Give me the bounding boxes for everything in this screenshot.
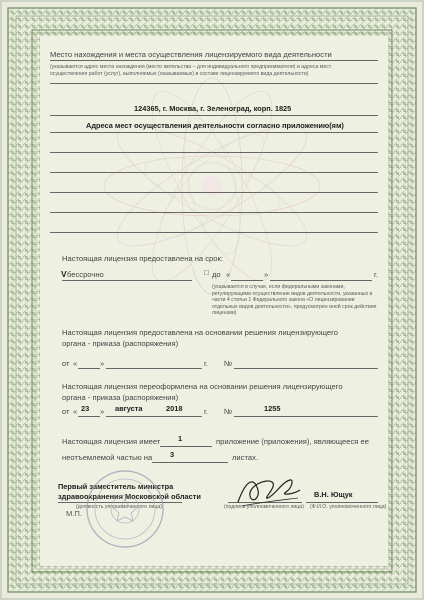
- location-heading: Место нахождения и места осуществления лицензируемого вида деятельности: [50, 50, 332, 59]
- term-note: (указывается в случае, если федеральными законами, регулирующими осуществление видов деятельности, указанных в части 4 статьи 1 Федерального закона «О лицензировании отдельных видов деятельности», предусмотрен иной срок действия лицензии): [212, 284, 377, 316]
- reissue-line1: Настоящая лицензия переоформлена на основании решения лицензирующего: [62, 382, 343, 391]
- rule: [50, 115, 378, 116]
- rule: [62, 280, 192, 281]
- name-note: (Ф.И.О. уполномоченного лица): [310, 504, 387, 510]
- rule: [231, 280, 263, 281]
- until-label: до: [212, 270, 221, 279]
- quote-close: »: [100, 359, 105, 368]
- rule: [50, 152, 378, 153]
- reissue-year: 2018: [166, 404, 183, 413]
- appendix-sheets: 3: [170, 450, 175, 459]
- term-indefinite: бессрочно: [67, 270, 104, 279]
- stamp-mark: М.П.: [66, 509, 83, 518]
- number-sign: №: [224, 359, 233, 368]
- year-suffix: г.: [204, 359, 208, 368]
- position-note: (должность уполномоченного лица): [76, 504, 162, 510]
- rule: [50, 83, 378, 84]
- appendix-count: 1: [178, 434, 183, 443]
- rule: [106, 416, 202, 417]
- address-value: 124365, г. Москва, г. Зеленоград, корп. 1825: [134, 104, 292, 113]
- rule: [78, 368, 100, 369]
- number-sign: №: [224, 407, 233, 416]
- content-area: [40, 36, 388, 566]
- rule: [50, 192, 378, 193]
- quote-open: «: [73, 407, 78, 416]
- rule: [50, 60, 378, 61]
- location-note: (указываются адрес места нахождения (место жительства – для индивидуального предпринимателя) и адреса мест осуществления работ (услуг), выполняемых (оказываемых) в составе лицензируемого вида деятельности): [50, 64, 332, 77]
- position-line2: здравоохранения Московской области: [58, 492, 201, 501]
- rule: [50, 172, 378, 173]
- check-mark: V: [61, 269, 67, 279]
- appendix-line2-after: листах.: [232, 453, 258, 462]
- reissue-line2: органа - приказа (распоряжения): [62, 393, 179, 402]
- rule: [78, 416, 100, 417]
- position-line1: Первый заместитель министра: [58, 482, 174, 491]
- rule: [270, 280, 372, 281]
- reissue-number: 1255: [264, 404, 281, 413]
- places-value: Адреса мест осуществления деятельности согласно приложению(ям): [86, 121, 344, 130]
- quote-open: «: [73, 359, 78, 368]
- signatory-name: В.Н. Ющук: [314, 490, 353, 499]
- rule: [234, 368, 378, 369]
- appendix-text-after: приложение (приложения), являющееся ее: [216, 437, 369, 446]
- rule: [50, 212, 378, 213]
- rule: [50, 132, 378, 133]
- quote-close: »: [264, 270, 269, 279]
- basis-from: от: [62, 359, 70, 368]
- rule: [306, 502, 378, 503]
- quote-open: «: [226, 270, 231, 279]
- rule: [234, 416, 378, 417]
- signature-note: (подпись уполномоченного лица): [224, 504, 304, 510]
- reissue-month: августа: [115, 404, 143, 413]
- reissue-day: 23: [81, 404, 90, 413]
- appendix-text-before: Настоящая лицензия имеет: [62, 437, 161, 446]
- appendix-line2-before: неотъемлемой частью на: [62, 453, 153, 462]
- rule: [152, 462, 228, 463]
- year-suffix: г.: [204, 407, 208, 416]
- reissue-from: от: [62, 407, 70, 416]
- official-seal-icon: [80, 464, 170, 554]
- basis-line1: Настоящая лицензия предоставлена на основании решения лицензирующего: [62, 328, 338, 337]
- license-sheet: [2, 2, 422, 598]
- signature-icon: [232, 472, 304, 512]
- quote-close: »: [100, 407, 105, 416]
- until-checkbox: □: [204, 268, 209, 277]
- rule: [106, 368, 202, 369]
- basis-line2: органа - приказа (распоряжения): [62, 339, 179, 348]
- rule: [50, 232, 378, 233]
- term-label: Настоящая лицензия предоставлена на срок:: [62, 254, 223, 263]
- rule: [160, 446, 212, 447]
- year-suffix: г.: [374, 270, 378, 279]
